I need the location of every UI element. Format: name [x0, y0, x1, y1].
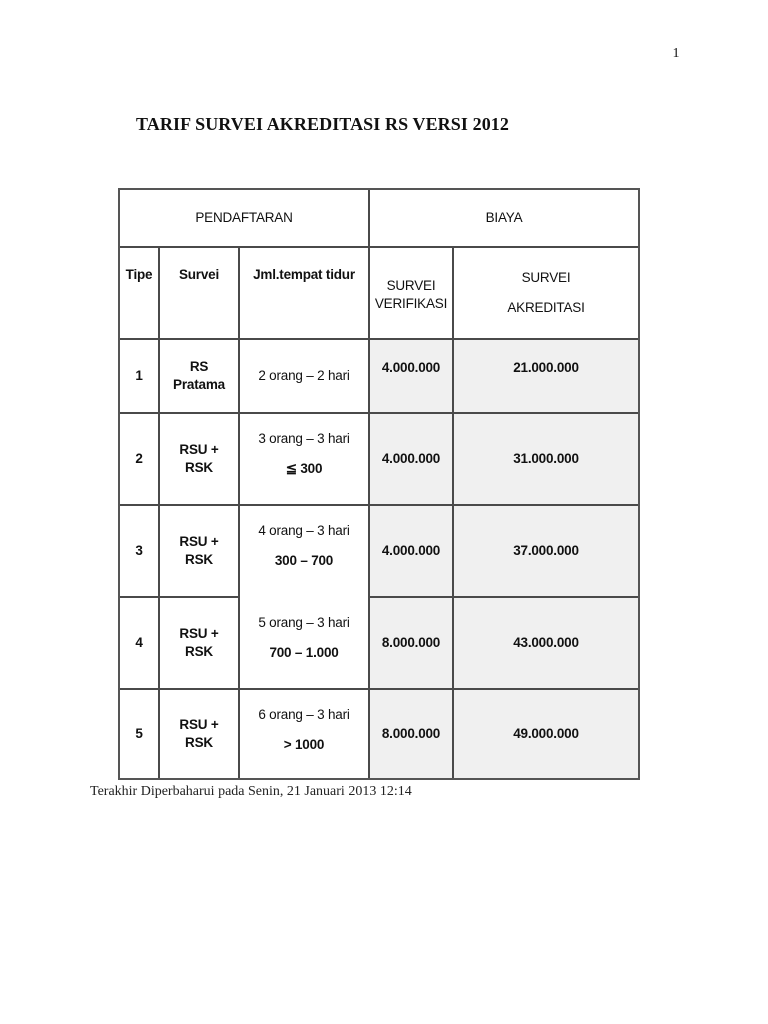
row-4-tipe: 4	[135, 635, 143, 650]
row-2-survei-line2: RSK	[185, 460, 213, 475]
row-2-tipe: 2	[135, 451, 143, 466]
column-header-accreditation-line2: AKREDITASI	[507, 300, 585, 315]
header-cost	[370, 190, 638, 246]
row-3-tipe: 3	[135, 543, 143, 558]
row-1-accreditation: 21.000.000	[513, 360, 579, 375]
row-1-team-label: 2 orang – 2 hari	[258, 368, 350, 383]
row-1-verification: 4.000.000	[381, 360, 441, 375]
row-2-beds: ≦ 300	[285, 461, 323, 476]
column-header-verification-line2: VERIFIKASI	[374, 296, 448, 311]
last-updated-note: Terakhir Diperbaharui pada Senin, 21 Januari 2013 12:14	[90, 784, 412, 799]
row-3-verification: 4.000.000	[381, 543, 441, 558]
row-1-survei-line2: Pratama	[173, 377, 225, 392]
row-4-survei-line1: RSU +	[179, 626, 219, 641]
column-header-survei-label: Survei	[178, 267, 220, 282]
column-header-accreditation-line1: SURVEI	[521, 270, 571, 285]
row-4-verification: 8.000.000	[381, 635, 441, 650]
row-5-team: 6 orang – 3 hari	[258, 707, 350, 722]
row-5-beds: > 1000	[283, 737, 325, 752]
row-5-team-beds	[240, 690, 368, 778]
row-2-survei-line1: RSU +	[179, 442, 219, 457]
row-3-accreditation: 37.000.000	[513, 543, 579, 558]
row-2-accreditation: 31.000.000	[513, 451, 579, 466]
row-3-team: 4 orang – 3 hari	[258, 523, 350, 538]
column-header-tipe-label: Tipe	[125, 267, 153, 282]
row-3-survei-line2: RSK	[185, 552, 213, 567]
row-4-survei	[160, 598, 238, 688]
row-3-beds: 300 – 700	[274, 553, 334, 568]
row-3-survei	[160, 506, 238, 596]
header-registration-label: PENDAFTARAN	[195, 210, 293, 225]
column-header-tipe	[120, 248, 158, 338]
row-5-survei-line2: RSK	[185, 735, 213, 750]
page-title: TARIF SURVEI AKREDITASI RS VERSI 2012	[136, 114, 509, 134]
row-4-survei-line2: RSK	[185, 644, 213, 659]
page-number: 1	[672, 46, 680, 61]
row-5-survei-line1: RSU +	[179, 717, 219, 732]
row-1-survei-line1: RS	[189, 359, 209, 374]
row-5-survei	[160, 690, 238, 778]
row-1-survei	[160, 340, 238, 412]
row-1-team	[240, 340, 368, 412]
row-4-team: 5 orang – 3 hari	[258, 615, 350, 630]
row-2-team: 3 orang – 3 hari	[258, 431, 350, 446]
row-5-accreditation: 49.000.000	[513, 726, 579, 741]
row-2-verification: 4.000.000	[381, 451, 441, 466]
row-5-tipe: 5	[135, 726, 143, 741]
tariff-table	[118, 188, 640, 780]
column-header-verification-line1: SURVEI	[386, 278, 436, 293]
column-header-verification	[370, 248, 452, 338]
row-5-verification: 8.000.000	[381, 726, 441, 741]
row-4-beds: 700 – 1.000	[269, 645, 339, 660]
column-header-accreditation	[454, 248, 638, 338]
row-4-team-beds	[240, 598, 368, 688]
row-3-survei-line1: RSU +	[179, 534, 219, 549]
row-2-survei	[160, 414, 238, 504]
column-header-survei	[160, 248, 238, 338]
header-registration	[120, 190, 368, 246]
row-3-team-beds	[240, 506, 368, 596]
column-header-beds-label: Jml.tempat tidur	[253, 267, 355, 282]
row-4-accreditation: 43.000.000	[513, 635, 579, 650]
row-2-team-beds	[240, 414, 368, 504]
column-header-beds	[240, 248, 368, 338]
row-1-tipe: 1	[135, 368, 143, 383]
header-cost-label: BIAYA	[485, 210, 523, 225]
